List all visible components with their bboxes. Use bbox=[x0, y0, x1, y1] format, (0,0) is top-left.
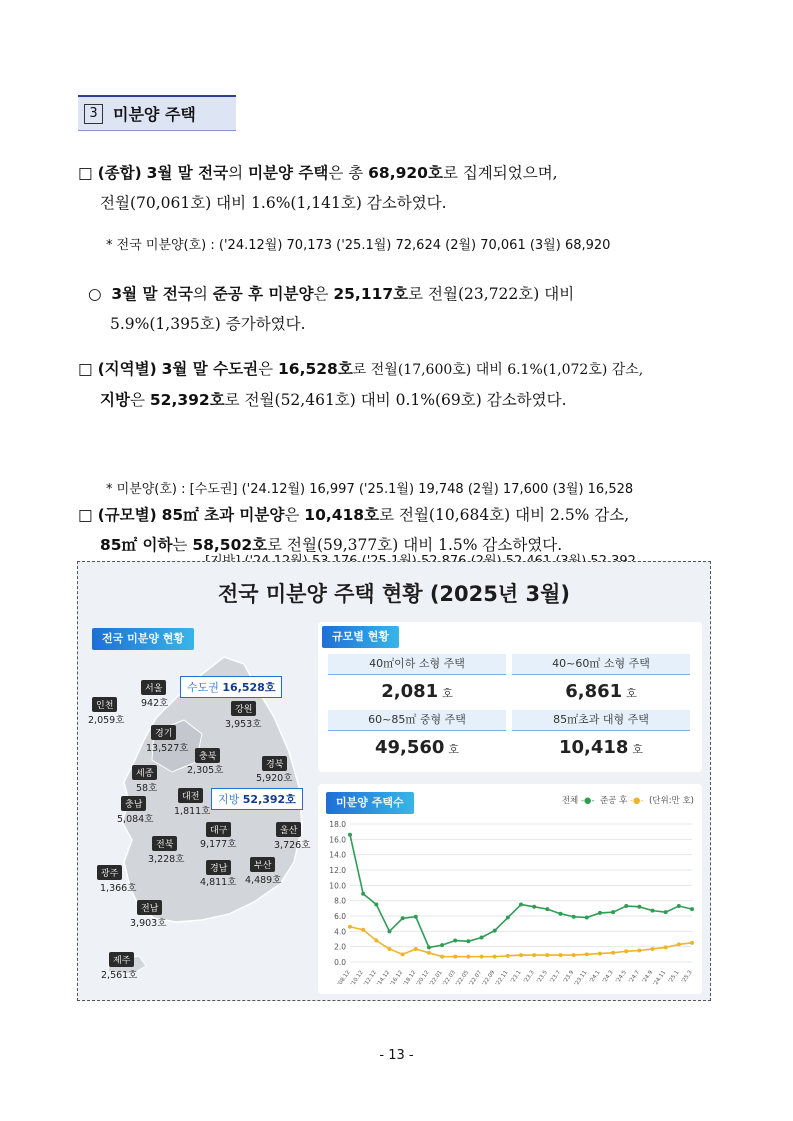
emphasis: 3월 말 전국 bbox=[111, 285, 193, 303]
point-completed bbox=[532, 953, 536, 957]
text: 로 전월(10,684호) 대비 2.5% 감소, bbox=[379, 506, 630, 524]
x-tick-label: '22.11 bbox=[494, 969, 510, 988]
size-number: 2,081 bbox=[381, 681, 439, 702]
point-total bbox=[453, 939, 457, 943]
emphasis: 52,392호 bbox=[149, 391, 225, 409]
region-value: 58호 bbox=[136, 783, 158, 794]
point-total bbox=[677, 904, 681, 908]
infographic bbox=[77, 561, 711, 1001]
x-tick-label: '23.11 bbox=[573, 969, 589, 988]
region-name: 서울 bbox=[141, 680, 166, 695]
legend-unit: (단위:만 호) bbox=[648, 796, 694, 806]
size-cell bbox=[328, 654, 506, 702]
x-tick-label: '24.3 bbox=[601, 969, 615, 985]
point-total bbox=[401, 916, 405, 920]
region-value: 5,084호 bbox=[117, 814, 154, 825]
size-number: 49,560 bbox=[374, 737, 445, 758]
note-line: * 미분양(호) : [수도권] ('24.12월) 16,997 ('25.1월) 19,748 (2월) 17,600 (3월) 16,528 bbox=[106, 482, 634, 497]
text: 로 전월(23,722호) 대비 bbox=[408, 285, 575, 303]
region-name: 대구 bbox=[206, 822, 231, 837]
emphasis: 지방 bbox=[100, 391, 130, 409]
emphasis: 25,117호 bbox=[333, 285, 409, 303]
region-value: 2,059호 bbox=[88, 715, 125, 726]
y-tick-label: 10.0 bbox=[329, 881, 346, 891]
paragraph-completed bbox=[88, 279, 728, 339]
chart-panel bbox=[318, 784, 702, 994]
paragraph-regional bbox=[78, 354, 723, 415]
callout-value: 16,528호 bbox=[222, 681, 276, 694]
size-unit: 호 bbox=[442, 687, 453, 700]
point-total bbox=[387, 929, 391, 933]
page-number: - 13 - bbox=[379, 1048, 414, 1063]
x-tick-label: '20.12 bbox=[415, 969, 431, 988]
x-tick-label: '22.03 bbox=[442, 969, 457, 988]
point-completed bbox=[480, 955, 484, 959]
emphasis: 미분양 주택 bbox=[248, 164, 329, 182]
label-regional: (지역별) bbox=[97, 360, 157, 378]
point-completed bbox=[440, 955, 444, 959]
point-total bbox=[506, 916, 510, 920]
region-value: 942호 bbox=[141, 698, 169, 709]
region-value: 5,920호 bbox=[256, 773, 293, 784]
region-value: 2,561호 bbox=[101, 970, 138, 981]
x-tick-label: '25.3 bbox=[680, 969, 694, 985]
text: 은 bbox=[313, 285, 329, 303]
region-name: 전북 bbox=[152, 836, 177, 851]
text: 은 bbox=[284, 506, 300, 524]
text: 로 집계되었으며, bbox=[442, 164, 558, 182]
point-completed bbox=[348, 925, 352, 929]
point-completed bbox=[637, 949, 641, 953]
y-tick-label: 8.0 bbox=[334, 896, 346, 906]
x-tick-label: '23.1 bbox=[509, 969, 523, 985]
text: 는 bbox=[172, 536, 188, 554]
point-total bbox=[611, 910, 615, 914]
x-tick-label: '08.12 bbox=[336, 969, 352, 988]
x-tick-label: '22.09 bbox=[481, 969, 497, 988]
callout-value: 52,392호 bbox=[242, 793, 296, 806]
size-label: 85㎡초과 대형 주택 bbox=[512, 710, 690, 731]
point-completed bbox=[506, 954, 510, 958]
size-tag: 규모별 현황 bbox=[322, 626, 399, 648]
point-total bbox=[624, 904, 628, 908]
size-number: 10,418 bbox=[558, 737, 629, 758]
size-number: 6,861 bbox=[565, 681, 623, 702]
region-name: 세종 bbox=[132, 765, 157, 780]
y-tick-label: 2.0 bbox=[334, 942, 346, 952]
region-value: 3,726호 bbox=[274, 840, 311, 851]
paragraph-size bbox=[78, 500, 728, 560]
point-total bbox=[598, 911, 602, 915]
region-name: 제주 bbox=[109, 952, 134, 967]
point-completed bbox=[664, 945, 668, 949]
y-tick-label: 16.0 bbox=[329, 835, 346, 845]
point-completed bbox=[572, 953, 576, 957]
legend-total-marker: -●- bbox=[580, 796, 595, 806]
region-name: 광주 bbox=[97, 865, 122, 880]
x-tick-label: '23.7 bbox=[549, 969, 563, 985]
size-value bbox=[512, 737, 690, 758]
bullet: □ bbox=[78, 360, 93, 378]
point-total bbox=[532, 905, 536, 909]
region-value: 3,953호 bbox=[225, 719, 262, 730]
y-tick-label: 14.0 bbox=[329, 850, 346, 860]
size-value bbox=[328, 737, 506, 758]
y-tick-label: 18.0 bbox=[329, 820, 346, 829]
region-name: 인천 bbox=[92, 697, 117, 712]
x-tick-label: '24.5 bbox=[615, 969, 628, 985]
point-total bbox=[493, 929, 497, 933]
y-tick-label: 4.0 bbox=[334, 927, 346, 937]
point-total bbox=[427, 945, 431, 949]
size-unit: 호 bbox=[632, 743, 644, 756]
region-name: 충북 bbox=[195, 748, 220, 763]
point-completed bbox=[545, 953, 549, 957]
region-name: 부산 bbox=[250, 857, 275, 872]
size-unit: 호 bbox=[448, 743, 460, 756]
x-tick-label: '18.12 bbox=[402, 969, 418, 988]
x-tick-label: '25.1 bbox=[667, 969, 681, 985]
point-completed bbox=[624, 949, 628, 953]
emphasis: 준공 후 미분양 bbox=[212, 285, 314, 303]
point-completed bbox=[585, 952, 589, 956]
x-tick-label: '22.05 bbox=[455, 969, 471, 988]
point-completed bbox=[493, 955, 497, 959]
text: 로 전월(52,461호) 대비 0.1%(69호) 감소하였다. bbox=[224, 391, 567, 409]
point-total bbox=[374, 903, 378, 907]
x-tick-label: '22.07 bbox=[468, 969, 484, 988]
point-completed bbox=[427, 951, 431, 955]
point-total bbox=[414, 915, 418, 919]
paragraph-summary bbox=[78, 158, 728, 218]
emphasis: 68,920호 bbox=[368, 164, 443, 182]
region-name: 강원 bbox=[231, 701, 256, 716]
region-value: 3,903호 bbox=[130, 918, 167, 929]
text: 의 bbox=[228, 164, 244, 182]
point-total bbox=[651, 909, 655, 913]
point-total bbox=[348, 833, 352, 837]
size-value bbox=[512, 681, 690, 702]
emphasis: 3월 말 전국 bbox=[146, 164, 229, 182]
map-section bbox=[84, 622, 316, 997]
region-value: 4,811호 bbox=[200, 877, 237, 888]
line-chart bbox=[318, 784, 702, 994]
point-completed bbox=[519, 953, 523, 957]
region-name: 전남 bbox=[137, 900, 162, 915]
section-number: 3 bbox=[84, 104, 103, 124]
point-total bbox=[480, 935, 484, 939]
emphasis: 3월 말 수도권 bbox=[161, 360, 259, 378]
size-label: 40㎡이하 소형 주택 bbox=[328, 654, 506, 675]
region-value: 1,366호 bbox=[100, 883, 137, 894]
region-value: 2,305호 bbox=[187, 765, 224, 776]
section-title bbox=[78, 95, 236, 131]
bullet: ○ bbox=[88, 285, 102, 303]
legend-completed-marker: -●- bbox=[629, 796, 644, 806]
point-completed bbox=[466, 955, 470, 959]
size-cell bbox=[512, 654, 690, 702]
region-value: 9,177호 bbox=[200, 839, 237, 850]
region-name: 경북 bbox=[262, 756, 287, 771]
point-completed bbox=[651, 947, 655, 951]
y-tick-label: 12.0 bbox=[329, 866, 346, 875]
point-completed bbox=[558, 953, 562, 957]
infographic-title: 전국 미분양 주택 현황 (2025년 3월) bbox=[218, 582, 570, 606]
point-completed bbox=[690, 941, 694, 945]
point-total bbox=[440, 943, 444, 947]
x-tick-label: '24.11 bbox=[652, 969, 668, 988]
point-total bbox=[361, 892, 365, 896]
paragraph-line: 전월(70,061호) 대비 1.6%(1,141호) 감소하였다. bbox=[100, 194, 447, 212]
x-tick-label: '23.5 bbox=[536, 969, 549, 985]
emphasis: 10,418호 bbox=[304, 506, 380, 524]
emphasis: 85㎡ 이하 bbox=[100, 536, 173, 554]
point-completed bbox=[401, 952, 405, 956]
point-total bbox=[585, 916, 589, 920]
x-tick-label: '22.01 bbox=[428, 969, 444, 988]
point-total bbox=[664, 910, 668, 914]
legend-completed: 준공 후 bbox=[599, 796, 628, 806]
x-tick-label: '10.12 bbox=[349, 969, 365, 988]
point-completed bbox=[598, 952, 602, 956]
point-total bbox=[572, 915, 576, 919]
legend-total: 전체 bbox=[561, 796, 579, 806]
size-panel bbox=[318, 622, 702, 772]
callout-local bbox=[211, 788, 303, 810]
region-name: 울산 bbox=[276, 822, 301, 837]
point-completed bbox=[414, 947, 418, 951]
size-label: 60~85㎡ 중형 주택 bbox=[328, 710, 506, 731]
series-line-total bbox=[350, 835, 692, 948]
text: 로 전월(59,377호) 대비 1.5% 감소하였다. bbox=[267, 536, 563, 554]
y-tick-label: 6.0 bbox=[334, 912, 346, 921]
region-value: 13,527호 bbox=[146, 743, 189, 754]
region-name: 충남 bbox=[121, 796, 146, 811]
region-value: 1,811호 bbox=[174, 806, 211, 817]
size-cell bbox=[512, 710, 690, 758]
region-name: 대전 bbox=[178, 788, 203, 803]
x-tick-label: '23.3 bbox=[522, 969, 536, 985]
region-name: 경기 bbox=[151, 725, 176, 740]
region-value: 3,228호 bbox=[148, 854, 185, 865]
size-unit: 호 bbox=[626, 687, 637, 700]
size-value bbox=[328, 681, 506, 702]
bullet: □ bbox=[78, 506, 93, 524]
x-tick-label: '24.7 bbox=[628, 969, 642, 985]
section-title-text: 미분양 주택 bbox=[113, 105, 196, 124]
x-tick-label: '23.9 bbox=[562, 969, 576, 985]
region-value: 4,489호 bbox=[245, 875, 282, 886]
label-summary: (종합) bbox=[97, 164, 142, 182]
emphasis: 16,528호 bbox=[278, 360, 353, 378]
point-total bbox=[519, 903, 523, 907]
text: 로 전월(17,600호) 대비 6.1%(1,072호) 감소, bbox=[352, 362, 644, 378]
point-completed bbox=[361, 928, 365, 932]
label-size: (규모별) bbox=[97, 506, 157, 524]
point-total bbox=[637, 905, 641, 909]
y-tick-label: 0.0 bbox=[334, 958, 346, 967]
point-completed bbox=[387, 947, 391, 951]
emphasis: 58,502호 bbox=[192, 536, 268, 554]
point-completed bbox=[374, 939, 378, 943]
size-cell bbox=[328, 710, 506, 758]
text: 은 bbox=[129, 391, 145, 409]
note-national: * 전국 미분양(호) : ('24.12월) 70,173 ('25.1월) 72,624 (2월) 70,061 (3월) 68,920 bbox=[106, 238, 611, 253]
chart-tag: 미분양 주택수 bbox=[326, 792, 414, 814]
point-total bbox=[466, 939, 470, 943]
point-completed bbox=[453, 955, 457, 959]
x-tick-label: '24.1 bbox=[588, 969, 602, 985]
text: 의 bbox=[192, 285, 208, 303]
point-completed bbox=[611, 951, 615, 955]
size-label: 40~60㎡ 소형 주택 bbox=[512, 654, 690, 675]
text: 은 총 bbox=[328, 164, 364, 182]
map-tag: 전국 미분양 현황 bbox=[92, 628, 194, 650]
callout-label: 수도권 bbox=[187, 681, 219, 694]
point-total bbox=[545, 907, 549, 911]
callout-capital bbox=[180, 676, 282, 698]
point-total bbox=[690, 907, 694, 911]
point-total bbox=[558, 912, 562, 916]
x-tick-label: '24.9 bbox=[641, 969, 655, 985]
bullet: □ bbox=[78, 164, 93, 182]
paragraph-line: 5.9%(1,395호) 증가하였다. bbox=[110, 315, 306, 333]
x-tick-label: '14.12 bbox=[376, 969, 392, 988]
x-tick-label: '12.12 bbox=[363, 969, 378, 988]
callout-label: 지방 bbox=[218, 793, 240, 806]
emphasis: 85㎡ 초과 미분양 bbox=[161, 506, 285, 524]
text: 은 bbox=[258, 360, 274, 378]
region-name: 경남 bbox=[206, 860, 231, 875]
x-tick-label: '16.12 bbox=[389, 969, 405, 988]
point-completed bbox=[677, 942, 681, 946]
